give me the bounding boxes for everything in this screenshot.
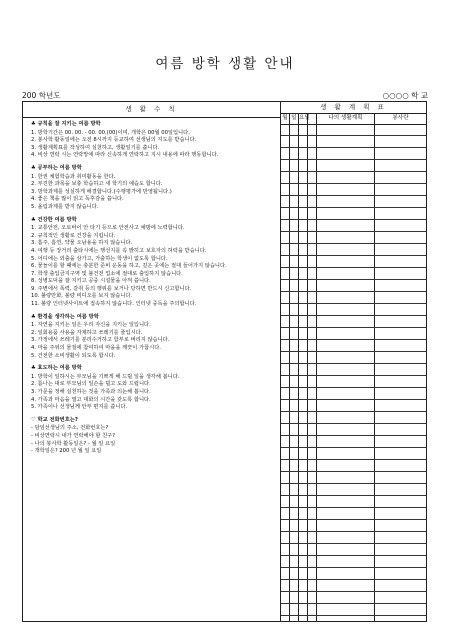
rule-item: 4. 비상 연락 시는 연락망에 따라 신속하게 연락하고 지시 내용에 따라 행동합니다. [31, 152, 219, 159]
col-weekday: 요일 [299, 113, 308, 124]
rule-item: 3. 가정에서 쓰레기를 분리수거하고 함부로 버리지 않습니다. [31, 337, 170, 344]
col-month: 월 [281, 113, 290, 124]
contact-item: - 개학일은? 200 년 월 일 요일 [31, 448, 102, 455]
rules-header: 생 활 수 칙 [23, 102, 280, 118]
rule-section [31, 165, 277, 212]
plan-header: 생 활 계 획 표 [281, 102, 426, 114]
rules-content [31, 121, 277, 461]
rule-section [31, 121, 277, 160]
col-day: 일 [290, 113, 299, 124]
rule-section [31, 217, 277, 309]
rule-item: 5. 건전한 소비생활이 되도록 합시다. [31, 352, 116, 359]
rule-item: 4. 마을 주위의 물질에 참여하여 마을을 깨끗이 가꿉시다. [31, 345, 161, 352]
rule-item: 1. 교통안전, 오토바이 안 타기 등으로 안전사고 예방에 노력합니다. [31, 225, 185, 232]
contact-title: ♡ 학교 전화번호는? [31, 416, 78, 423]
rule-item: 2. 부진한 과목을 보충 학습하고 새 학기의 예습도 합니다. [31, 181, 163, 188]
rule-section-title: ♣ 환경을 생각하는 여름 방학 [31, 313, 99, 320]
col-service: 봉사란 [392, 115, 409, 121]
rule-item: 5. 어디에는 외출을 삼가고, 가출하는 학생이 없도록 합니다. [31, 255, 168, 262]
school-year: 200 학년도 [22, 91, 61, 100]
rule-section-title: ♣ 효도하는 여름 방학 [31, 365, 82, 372]
rule-section [31, 314, 277, 361]
contact-item: - 비상연락시 내가 연락해야 할 친구? [31, 432, 116, 439]
contact-section [31, 417, 277, 456]
plan-grid-rows [281, 124, 426, 621]
rule-item: 11. 불량 인터넷사이트에 접속하지 않습니다. 인터넷 중독을 주의합니다. [31, 301, 197, 308]
rule-item: 3. 가문을 정해 실천하는 것을 가족과 의논해 봅니다. [31, 389, 151, 395]
rule-item: 5. 가족이나 선생님께 안부 편지를 씁니다. [31, 404, 128, 411]
rule-item: 7. 학생 출입금지구역 및 불건전 업소에 절대로 출입하지 않습니다. [31, 270, 183, 277]
rule-item: 8. 성병도덕을 잘 지키고 공중 시설물을 아껴 씁니다. [31, 278, 151, 285]
rule-item: 10. 불량만화, 불량 비디오를 보지 않습니다. [31, 293, 133, 300]
rule-item: 2. 틈나는 대로 부모님의 일손을 덜고 도와 드립니다. [31, 381, 151, 388]
rule-item: 4. 여행 등 장거리 출타시에는 행선지를 꼭 밝히고 보호자의 허락을 받습니다. [31, 247, 207, 254]
rule-item: 3. 방학과제를 성실하게 해결합니다.(수행평가에 반영됩니다.) [31, 188, 172, 195]
rule-item: 1. 한권 체험학습과 취미활동을 한다. [31, 173, 116, 180]
rule-item: 1. 방학이 일하시는 부모님을 기쁘게 해 드릴 일을 생각해 봅니다. [31, 373, 180, 380]
plan-column [281, 102, 426, 621]
school-name: ○○○○ 학 교 [382, 91, 428, 100]
col-blank [308, 113, 317, 124]
guide-table [22, 101, 427, 622]
rule-item: 3. 생활계획표를 작성하여 실천하고, 생활일기를 씁니다. [31, 144, 160, 151]
contact-item: - 담임선생님의 주소, 전화번호는? [31, 425, 109, 432]
rules-column [23, 102, 281, 621]
rule-item: 1. 자연을 지키는 일은 우리 자신을 지키는 일입니다. [31, 322, 151, 329]
rule-item: 3. 흡주, 흡연, 약물 오남용을 하지 않습니다. [31, 240, 133, 247]
rule-item: 9. 주변에서 폭력, 갈취 등의 행위를 보거나 당하면 반드시 신고합니다. [31, 285, 192, 292]
rule-item: 2. 일회용품 사용을 자제하고 쓰레기를 줄입시다. [31, 329, 143, 336]
rule-item: 1. 방학기간은 00. 00. - 00. 00.(00)이며, 개학은 00월 00일입니다. [31, 129, 190, 136]
rule-item: 2. 규칙적인 생활로 건강을 지킵니다. [31, 232, 116, 239]
rule-section-title: ♣ 규칙을 잘 지키는 여름 방학 [31, 121, 101, 127]
contact-item: - 나의 봉사학 활동일은? - 월 일 요일 [31, 440, 116, 447]
rule-item: 6. 물놀이를 할 때에는 충분한 준비 운동을 하고, 깊은 곳에는 절대 들어가지 않습니다. [31, 263, 227, 270]
rule-item: 5. 올림과제를 받지 않습니다. [31, 203, 99, 210]
col-my-plan: 나의 생활계획 [317, 113, 375, 124]
rule-section-title: ♣ 공부하는 여름 방학 [31, 164, 82, 171]
rule-item: 2. 봉사학 활동일에는 오전 8시까지 등교하여 선생님의 지도를 받습니다. [31, 137, 197, 144]
page-title: 여름 방학 생활 안내 [155, 56, 295, 72]
rule-item: 4. 가족과 마음을 열고 대화의 시간을 갖도록 합니다. [31, 396, 151, 403]
rule-section-title: ♣ 건강한 여름 방학 [31, 216, 77, 223]
rule-item: 4. 좋은 책을 많이 읽고 독후감을 씁니다. [31, 196, 124, 203]
rule-section [31, 365, 277, 412]
